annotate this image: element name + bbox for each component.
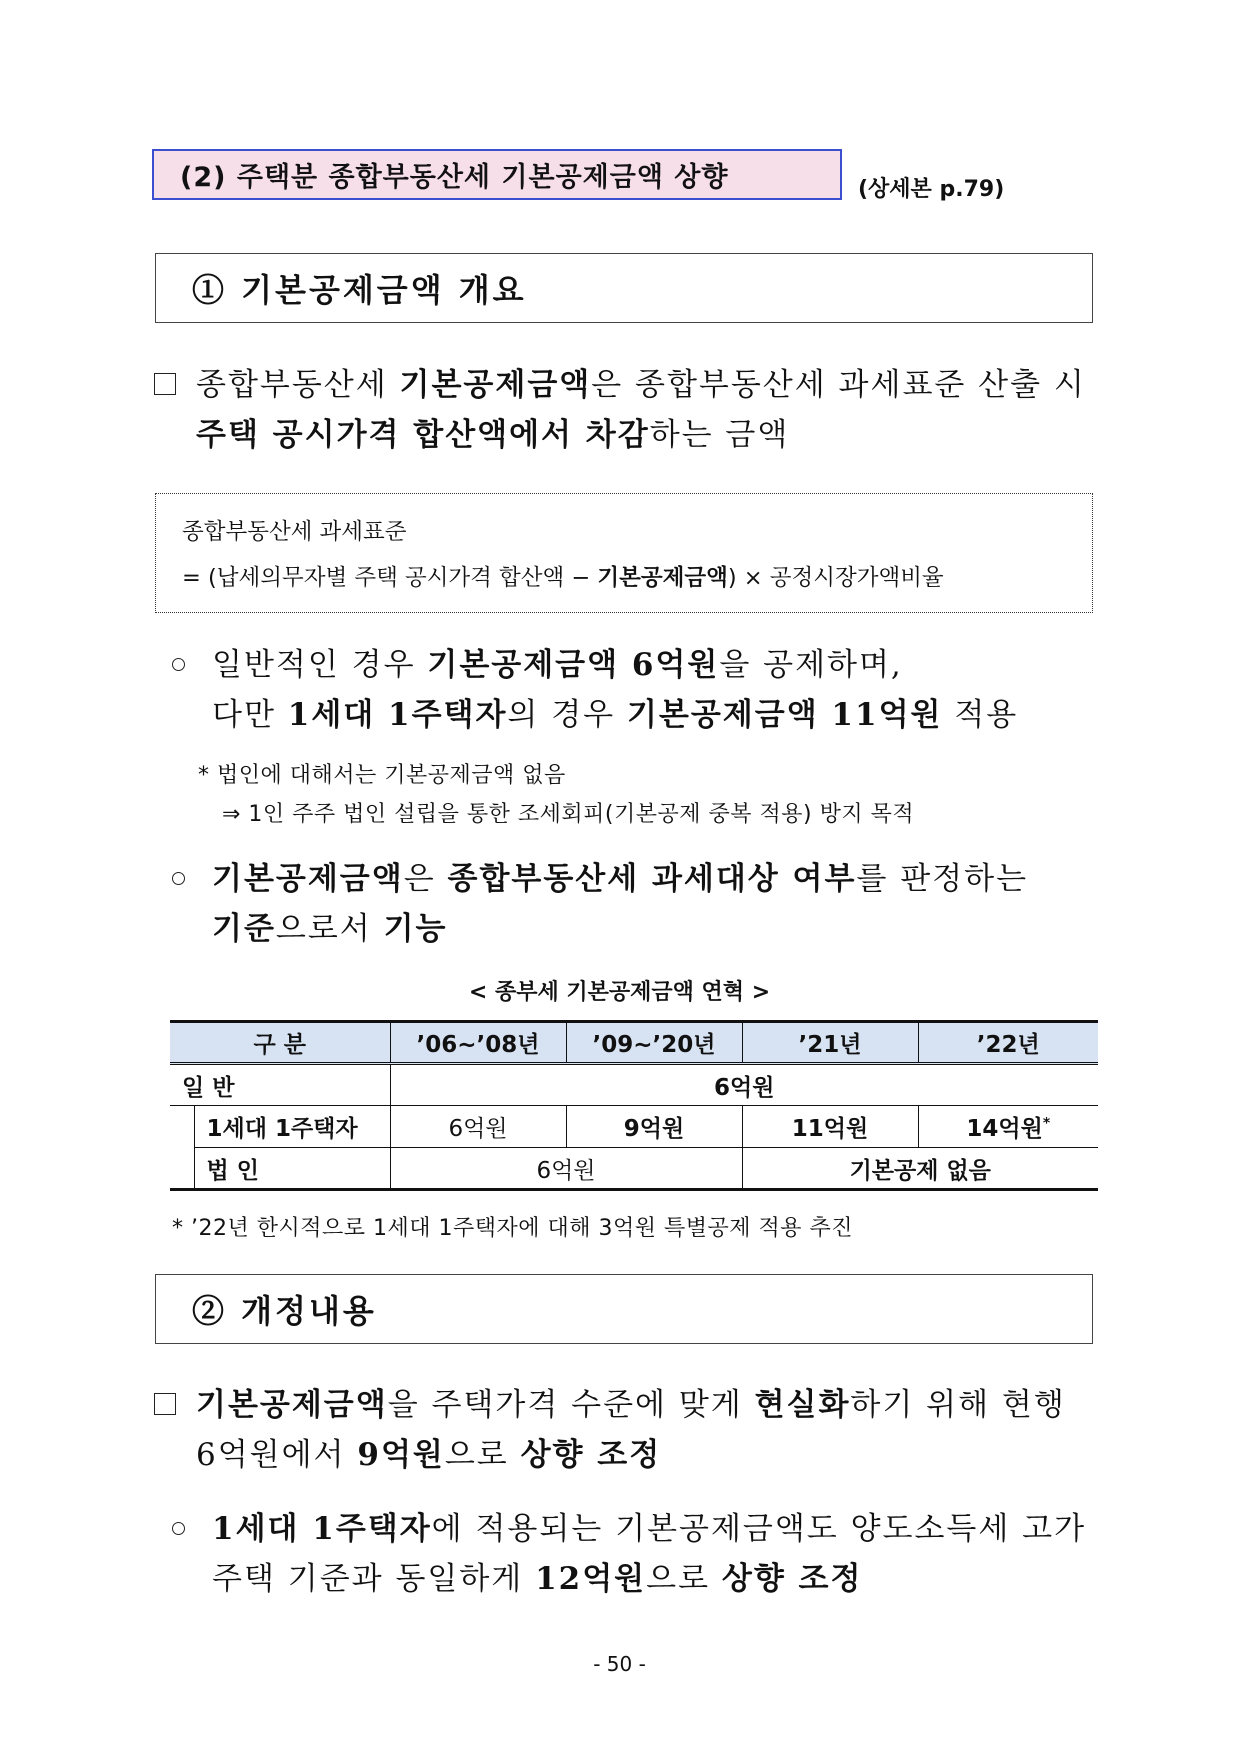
text: 주택 기준과 동일하게 [212,1561,536,1597]
paragraph-line [212,690,1092,740]
header-period-4: ’22년 [918,1022,1098,1064]
bullet-single-home-increase [212,1504,1092,1604]
paragraph-definition [196,360,1096,460]
text: 14억원 [966,1116,1043,1142]
cell-single-v3: 11억원 [742,1106,918,1148]
paragraph-line [212,854,1092,904]
bold-text: 종합부동산세 과세대상 여부 [447,861,857,897]
section-title [152,149,842,200]
cell-single-v1: 6억원 [390,1106,566,1148]
paragraph-line [196,1380,1096,1430]
square-bullet-icon [154,373,176,395]
cell-single-v2: 9억원 [566,1106,742,1148]
footnote-mark: * [1042,1115,1051,1132]
table-row [170,1148,1098,1190]
formula-line-2 [182,560,944,592]
text: 은 [403,861,448,897]
bold-text: 상향 조정 [520,1437,662,1473]
paragraph-line [212,904,1092,954]
indent-cell [170,1148,194,1190]
paragraph-line [212,1554,1092,1604]
table-header-row [170,1022,1098,1064]
paragraph-line [196,410,1096,460]
text: 은 종합부동산세 과세표준 산출 시 [591,367,1086,403]
text: 를 판정하는 [856,861,1029,897]
header-period-1: ’06~’08년 [390,1022,566,1064]
table-row [170,1064,1098,1106]
bold-text: 기본공제금액 11억원 [626,697,943,733]
formula-box [155,493,1093,613]
text: ) × 공정시장가액비율 [727,565,944,591]
cell-corp-v1: 6억원 [390,1148,742,1190]
bold-text: 1세대 1주택자 [287,697,508,733]
heading-overview-text: ① 기본공제금액 개요 [192,271,527,309]
paragraph-line [212,1504,1092,1554]
bold-text: 현실화 [754,1387,851,1423]
text: 의 경우 [507,697,627,733]
text: 하기 위해 현행 [850,1387,1066,1423]
row-label-corporation: 법 인 [194,1148,390,1190]
row-label-single-home: 1세대 1주택자 [194,1106,390,1148]
heading-amendment-text: ② 개정내용 [192,1292,377,1330]
text: 하는 금액 [649,417,790,453]
page-reference: (상세본 p.79) [858,177,1005,202]
heading-amendment [155,1274,1093,1344]
paragraph-line [212,640,1092,690]
text: 종합부동산세 [196,367,400,403]
bold-text: 기본공제금액 [196,1387,388,1423]
bold-text: 기준 [212,911,276,947]
note-corporation: * 법인에 대해서는 기본공제금액 없음 [198,763,566,788]
cell-single-v4 [918,1106,1098,1148]
circle-bullet-icon [172,1522,185,1535]
text: = (납세의무자별 주택 공시가격 합산액 − [182,565,598,591]
text: 으로 [646,1561,722,1597]
header-period-3: ’21년 [742,1022,918,1064]
bold-text: 1세대 1주택자 [212,1511,432,1547]
bold-text: 상향 조정 [721,1561,863,1597]
note-purpose: ⇒ 1인 주주 법인 설립을 통한 조세회피(기본공제 중복 적용) 방지 목적 [222,802,915,827]
text: 을 공제하며, [719,647,903,683]
square-bullet-icon [154,1393,176,1415]
page-number: - 50 - [593,1652,646,1676]
text: 으로 [444,1437,521,1473]
text: 6억원에서 [196,1437,358,1473]
text: 적용 [942,697,1019,733]
circle-bullet-icon [172,872,185,885]
deduction-history-table [170,1020,1098,1191]
text: 에 적용되는 기본공제금액도 양도소득세 고가 [431,1511,1087,1547]
text: 일반적인 경우 [212,647,428,683]
bold-text: 기본공제금액 6억원 [427,647,720,683]
table-footnote: * ’22년 한시적으로 1세대 1주택자에 대해 3억원 특별공제 적용 추진 [172,1216,853,1241]
paragraph-line [196,1430,1096,1480]
bold-text: 기본공제금액 [212,861,404,897]
bold-text: 기본공제금액 [399,367,592,403]
row-label-general: 일 반 [170,1064,390,1106]
bold-text: 12억원 [535,1561,647,1597]
circle-bullet-icon [172,658,185,671]
bold-text: 기능 [383,911,448,947]
heading-overview [155,253,1093,323]
text: 다만 [212,697,288,733]
paragraph-amendment [196,1380,1096,1480]
table-title: < 종부세 기본공제금액 연혁 > [468,980,771,1005]
bullet-criterion [212,854,1092,954]
bold-text: 주택 공시가격 합산액에서 차감 [196,417,650,453]
bold-text: 기본공제금액 [597,565,728,591]
indent-cell [170,1106,194,1148]
bullet-general-deduction [212,640,1092,740]
section-title-text: (2) 주택분 종합부동산세 기본공제금액 상향 [180,162,729,193]
header-period-2: ’09~’20년 [566,1022,742,1064]
header-category: 구 분 [170,1022,390,1064]
cell-general-value: 6억원 [390,1064,1098,1106]
paragraph-line [196,360,1096,410]
table-row [170,1106,1098,1148]
cell-corp-v2: 기본공제 없음 [742,1148,1098,1190]
bold-text: 9억원 [357,1437,445,1473]
text: 으로서 [275,911,384,947]
formula-line-1: 종합부동산세 과세표준 [182,519,407,545]
text: 을 주택가격 수준에 맞게 [387,1387,755,1423]
